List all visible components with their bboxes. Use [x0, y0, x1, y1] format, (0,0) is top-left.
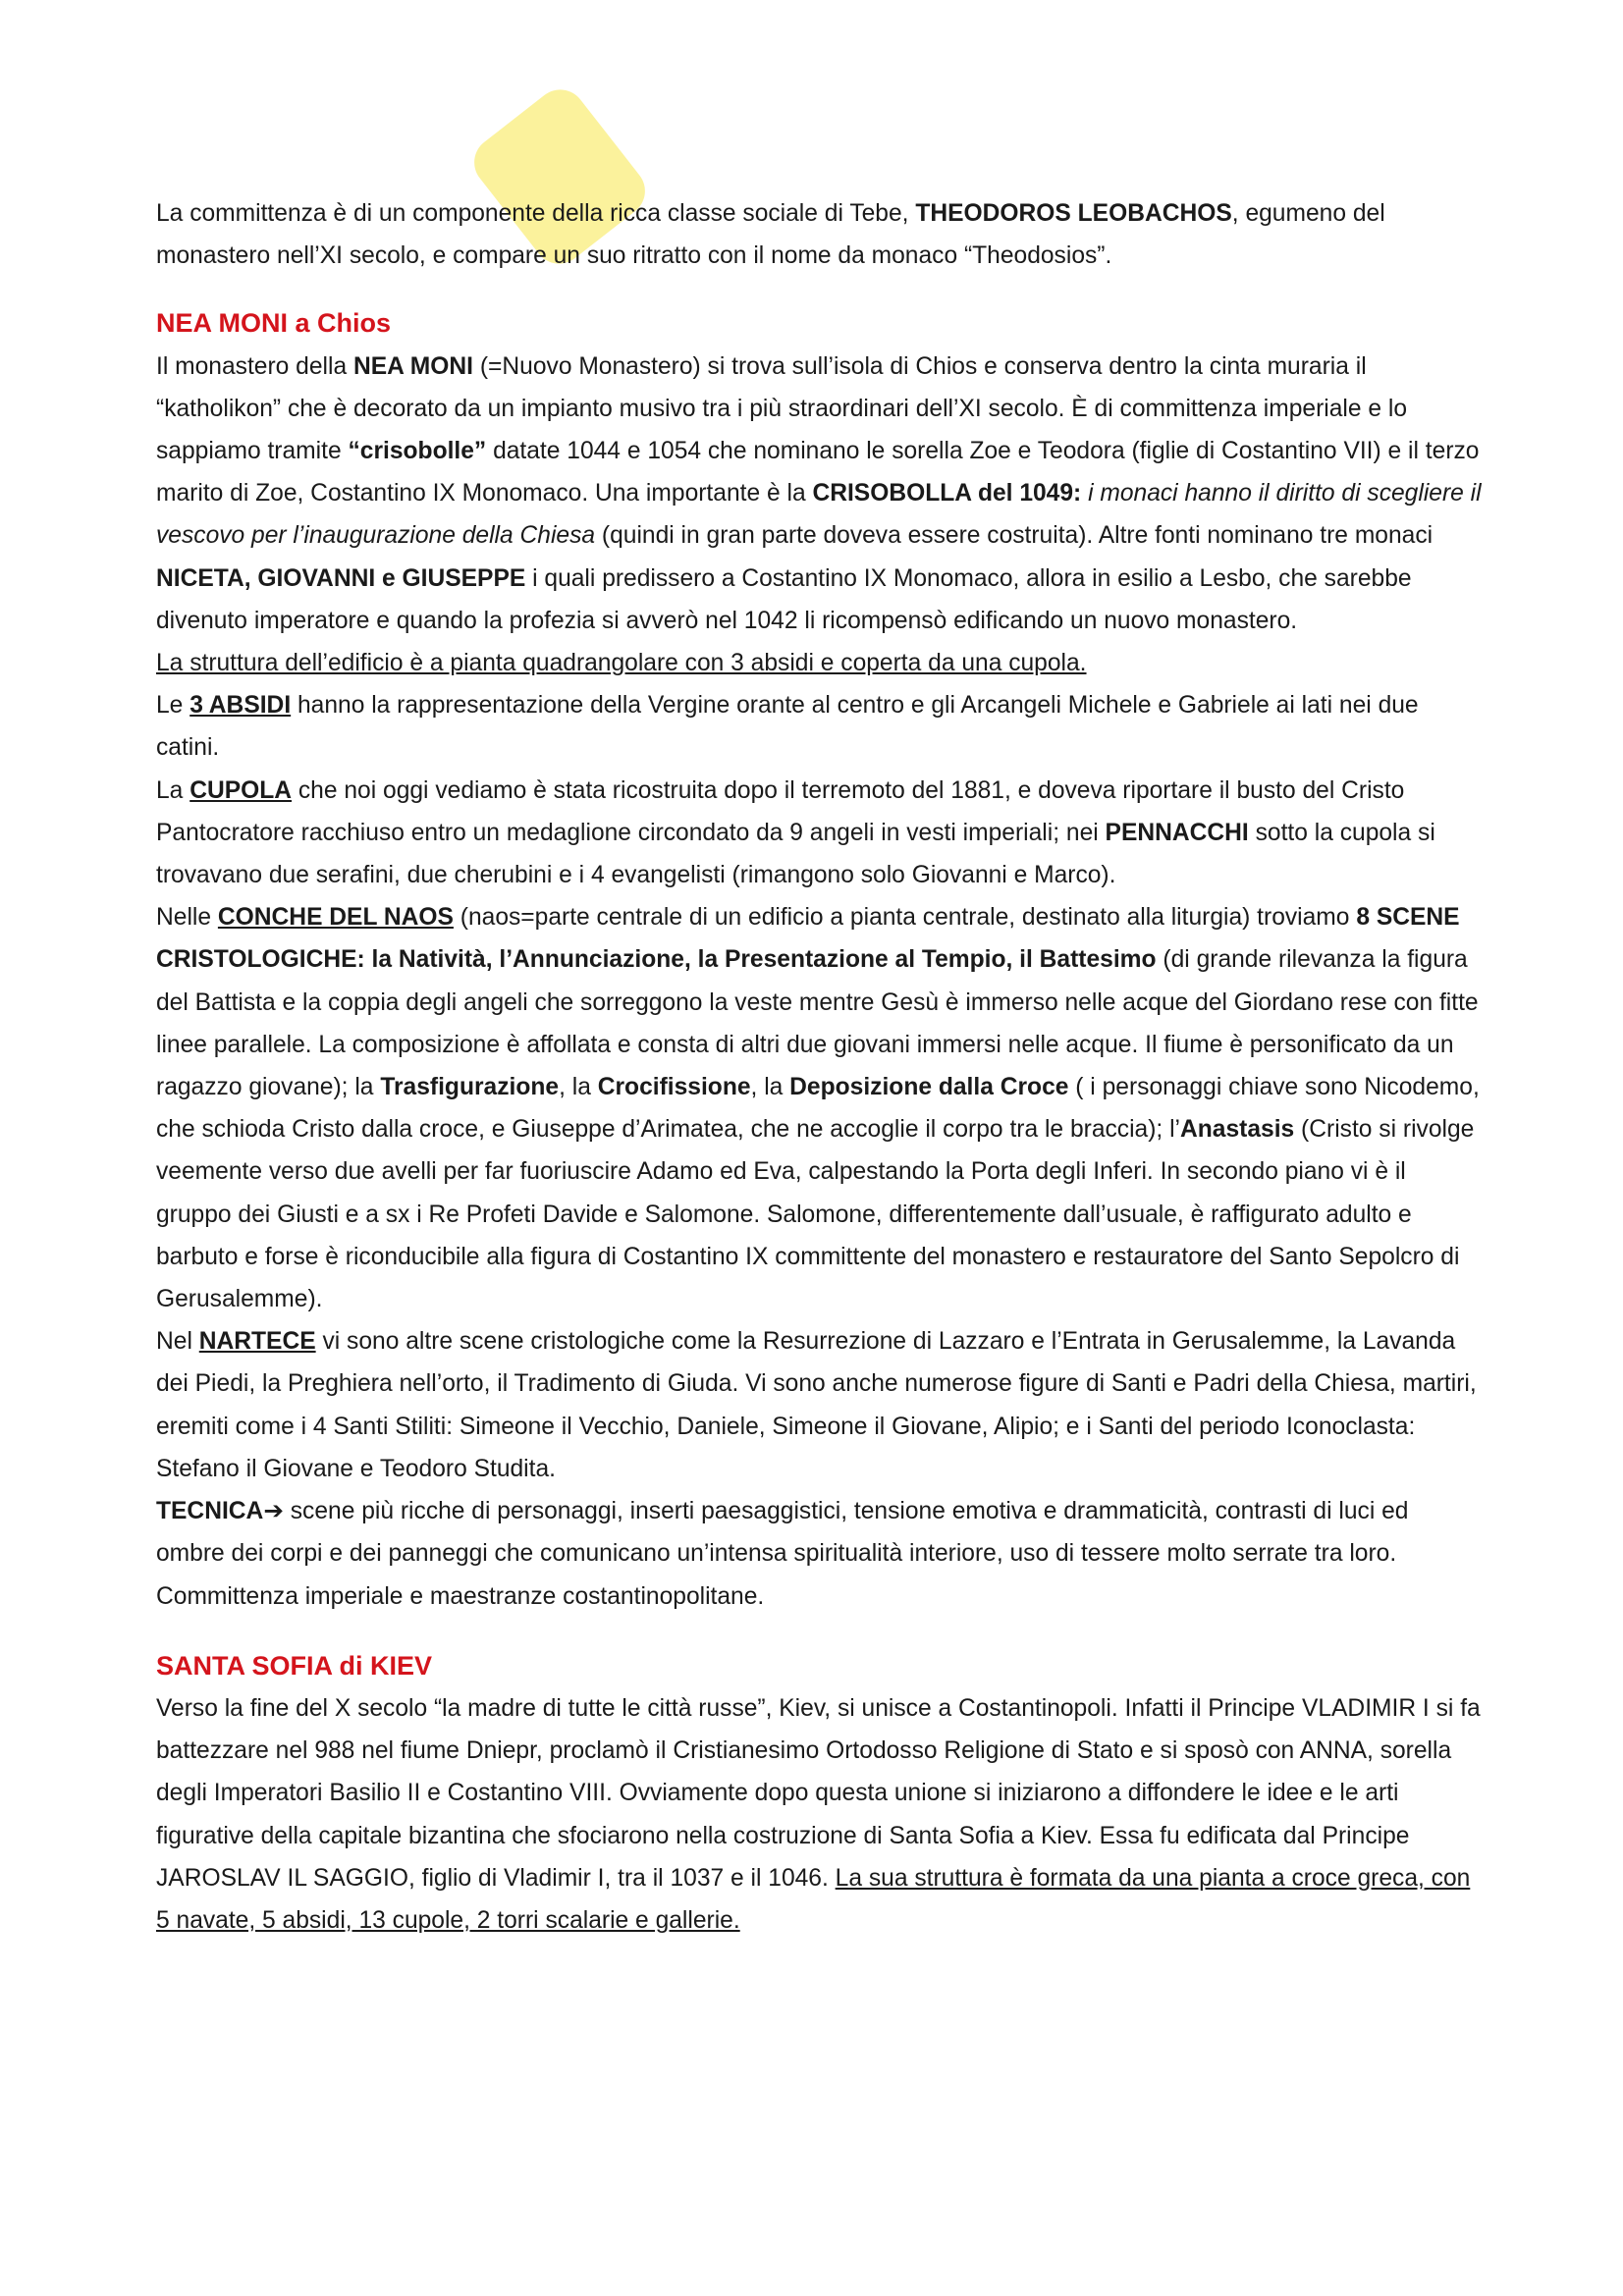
bold-term: PENNACCHI: [1105, 819, 1249, 846]
bold-underlined-term: CUPOLA: [189, 776, 293, 804]
bold-term: NICETA, GIOVANNI e GIUSEPPE: [156, 564, 526, 592]
text: che noi oggi vediamo è stata ricostruita dopo il terremoto del 1881, e doveva riportare il busto del Cristo Pantocratore racchiuso entro un medaglione circondato da 9 angeli in vesti imperiali; nei: [156, 776, 1405, 846]
paragraph-kiev: [156, 1687, 1482, 1942]
arrow-right-icon: ➔: [263, 1498, 284, 1525]
text: i quali predissero a Costantino IX Monomaco, allora in esilio a Lesbo, che sarebbe divenuto imperatore e quando la profezia si avverò nel 1042 li ricompensò edificando un nuovo monastero.: [156, 564, 1412, 634]
paragraph-struttura: La struttura dell’edificio è a pianta quadrangolare con 3 absidi e coperta da una cupola.: [156, 650, 1087, 677]
bold-term: NEA MONI: [352, 352, 474, 380]
bold-underlined-term: CONCHE DEL NAOS: [217, 904, 454, 932]
bold-term: Deposizione dalla Croce: [789, 1074, 1069, 1101]
bold-underlined-term: 3 ABSIDI: [189, 692, 292, 720]
bold-term: 8 SCENE CRISTOLOGICHE: la Natività, l’Annunciazione, la Presentazione al Tempio, il Battesimo: [156, 904, 1460, 974]
text: , la: [559, 1074, 598, 1101]
text: scene più ricche di personaggi, inserti paesaggistici, tensione emotiva e drammaticità, contrasti di luci ed ombre dei corpi e dei panneggi che comunicano un’intensa spiritualità interiore, uso di tessere molto serrate tra loro. Committenza imperiale e maestranze costantinopolitane.: [156, 1498, 1409, 1610]
bold-term: TECNICA: [156, 1498, 264, 1525]
paragraph-cupola: [156, 770, 1482, 897]
text: , la: [750, 1074, 790, 1101]
bold-term: “crisobolle”: [348, 438, 487, 465]
paragraph-committenza: [156, 192, 1482, 277]
bold-underlined-term: NARTECE: [198, 1328, 316, 1356]
text: Il monastero della: [156, 352, 353, 380]
document-page: [156, 192, 1482, 1942]
text: ( i personaggi chiave sono Nicodemo, che schioda Cristo dalla croce, e Giuseppe d’Arimatea, che ne accoglie il corpo tra le braccia); l’: [156, 1074, 1480, 1144]
text: sotto la cupola si trovavano due serafini, due cherubini e i 4 evangelisti (rimangono solo Giovanni e Marco).: [156, 819, 1435, 889]
text: vi sono altre scene cristologiche come la Resurrezione di Lazzaro e l’Entrata in Gerusalemme, la Lavanda dei Piedi, la Preghiera nell’orto, il Tradimento di Giuda. Vi sono anche numerose figure di Santi e Padri della Chiesa, martiri, eremiti come i 4 Santi Stiliti: Simeone il Vecchio, Daniele, Simeone il Giovane, Alipio; e i Santi del periodo Iconoclasta: Stefano il Giovane e Teodoro Studita.: [156, 1328, 1477, 1482]
text: Nelle: [156, 904, 218, 932]
text: (Cristo si rivolge veemente verso due avelli per far fuoriuscire Adamo ed Eva, calpestando la Porta degli Inferi. In secondo piano vi è il gruppo dei Giusti e a sx i Re Profeti Davide e Salomone. Salomone, differentemente dall’usuale, è raffigurato adulto e barbuto e forse è riconducibile alla figura di Costantino IX committente del monastero e restauratore del Santo Sepolcro di Gerusalemme).: [156, 1116, 1475, 1313]
text: Nel: [156, 1328, 199, 1356]
text: hanno la rappresentazione della Vergine orante al centro e gli Arcangeli Michele e Gabriele ai lati nei due catini.: [156, 692, 1419, 762]
bold-name: THEODOROS LEOBACHOS: [915, 200, 1232, 227]
heading-santa-sofia: SANTA SOFIA di KIEV: [156, 1650, 433, 1681]
bold-term: Crocifissione: [597, 1074, 751, 1101]
text: datate 1044 e 1054 che nominano le sorella Zoe e Teodora (figlie di Costantino VII) e il terzo marito di Zoe, Costantino IX Monomaco. Una importante è la: [156, 438, 1480, 507]
text: (quindi in gran parte doveva essere costruita). Altre fonti nominano tre monaci: [595, 522, 1434, 550]
text: La: [156, 776, 190, 804]
text: (=Nuovo Monastero) si trova sull’isola di Chios e conserva dentro la cinta muraria il “katholikon” che è decorato da un impianto musivo tra i più straordinari dell’XI secolo. È di committenza imperiale e lo sappiamo tramite: [156, 352, 1408, 465]
paragraph-absidi: [156, 684, 1482, 769]
text: Le: [156, 692, 190, 720]
text: , egumeno del monastero nell’XI secolo, e compare un suo ritratto con il nome da monaco “Theodosios”.: [156, 200, 1385, 270]
bold-term: Trasfigurazione: [380, 1074, 560, 1101]
underlined-text: La sua struttura è formata da una pianta a croce greca, con 5 navate, 5 absidi, 13 cupole, 2 torri scalarie e gallerie.: [156, 1864, 1471, 1934]
heading-nea-moni: NEA MONI a Chios: [156, 308, 392, 339]
paragraph-nartece: [156, 1320, 1482, 1490]
italic-quote: i monaci hanno il diritto di scegliere il vescovo per l’inaugurazione della Chiesa: [156, 480, 1482, 550]
bold-term: Anastasis: [1180, 1116, 1295, 1144]
paragraph-tecnica: [156, 1490, 1482, 1618]
text: Verso la fine del X secolo “la madre di tutte le città russe”, Kiev, si unisce a Costantinopoli. Infatti il Principe VLADIMIR I si fa battezzare nel 988 nel fiume Dniepr, proclamò il Cristianesimo Ortodosso Religione di Stato e si sposò con ANNA, sorella degli Imperatori Basilio II e Costantino VIII. Ovviamente dopo questa unione si iniziarono a diffondere le idee e le arti figurative della capitale bizantina che sfociarono nella costruzione di Santa Sofia a Kiev. Essa fu edificata dal Principe JAROSLAV IL SAGGIO, figlio di Vladimir I, tra il 1037 e il 1046.: [156, 1694, 1481, 1892]
paragraph-nea-moni: [156, 346, 1482, 642]
text: (di grande rilevanza la figura del Battista e la coppia degli angeli che sorreggono la veste mentre Gesù è immerso nelle acque del Giordano rese con fitte linee parallele. La composizione è affollata e consta di altri due giovani immersi nelle acque. Il fiume è personificato da un ragazzo giovane); la: [156, 946, 1479, 1101]
bold-term: CRISOBOLLA del 1049:: [812, 480, 1082, 507]
text: La committenza è di un componente della ricca classe sociale di Tebe,: [156, 200, 916, 227]
text: (naos=parte centrale di un edificio a pianta centrale, destinato alla liturgia) troviamo: [453, 904, 1357, 932]
paragraph-naos: [156, 896, 1482, 1320]
